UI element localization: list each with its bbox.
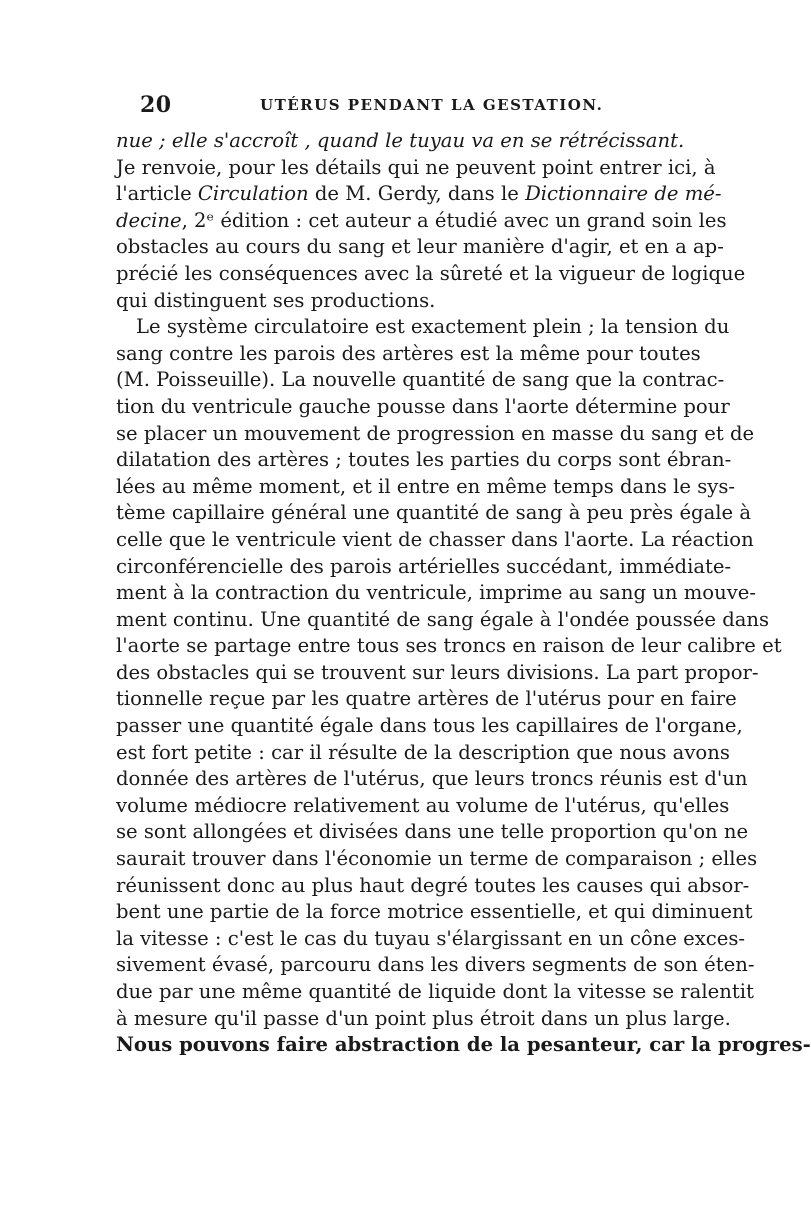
- text-run: passer une quantité égale dans tous les capillaires de l'organe,: [116, 714, 743, 738]
- text-run: de M. Gerdy, dans le: [308, 182, 526, 206]
- text-line: [116, 474, 736, 501]
- text-run: qui distinguent ses productions.: [116, 288, 436, 312]
- text-run: (M. Poisseuille). La nouvelle quantité de sang que la contrac-: [116, 368, 725, 392]
- text-run: Je renvoie, pour les détails qui ne peuvent point entrer ici, à: [116, 155, 716, 179]
- text-line: [116, 208, 727, 235]
- text-line: [116, 633, 782, 660]
- text-line: [116, 1006, 731, 1033]
- text-run: Circulation: [197, 182, 309, 206]
- text-line: [116, 952, 755, 979]
- text-line: [116, 341, 701, 368]
- body-text: [116, 128, 811, 1059]
- text-line: [116, 1032, 811, 1059]
- text-run: saurait trouver dans l'économie un terme de comparaison ; elles: [116, 847, 758, 871]
- text-run: tion du ventricule gauche pousse dans l'aorte détermine pour: [116, 394, 730, 418]
- running-head: [140, 92, 675, 122]
- text-run: l'aorte se partage entre tous ses troncs en raison de leur calibre et: [116, 634, 782, 658]
- text-run: donnée des artères de l'utérus, que leurs troncs réunis est d'un: [116, 767, 748, 791]
- text-line: [116, 846, 758, 873]
- text-line: [116, 607, 770, 634]
- text-run: Dictionnaire de mé-: [525, 182, 722, 206]
- running-title: UTÉRUS PENDANT LA GESTATION.: [260, 96, 604, 114]
- text-run: réunissent donc au plus haut degré toutes les causes qui absor-: [116, 873, 750, 897]
- text-run: sivement évasé, parcouru dans les divers segments de son éten-: [116, 953, 755, 977]
- text-line: [116, 128, 685, 155]
- text-run: est fort petite : car il résulte de la description que nous avons: [116, 740, 730, 764]
- text-line: [116, 686, 737, 713]
- text-line: [116, 926, 746, 953]
- text-run: due par une même quantité de liquide dont la vitesse se ralentit: [116, 980, 754, 1003]
- text-run: des obstacles qui se trouvent sur leurs divisions. La part propor-: [116, 660, 759, 684]
- text-line: [116, 766, 748, 793]
- text-run: à mesure qu'il passe d'un point plus étroit dans un plus large.: [116, 1006, 731, 1030]
- text-line: [116, 580, 756, 607]
- text-line: [116, 873, 750, 900]
- text-line: [116, 793, 730, 820]
- text-line: [116, 899, 753, 926]
- text-run: ment à la contraction du ventricule, imprime au sang un mouve-: [116, 581, 756, 605]
- text-run: tionnelle reçue par les quatre artères de l'utérus pour en faire: [116, 687, 737, 711]
- text-line: [116, 554, 732, 581]
- text-run: nue ; elle s'accroît , quand le tuyau va en se rétrécissant.: [116, 129, 685, 152]
- text-run: Le système circulatoire est exactement plein ; la tension du: [136, 315, 730, 339]
- text-line: [116, 421, 755, 448]
- text-line: [116, 288, 676, 315]
- text-line: [116, 740, 730, 767]
- text-line: [116, 713, 743, 740]
- text-line: [116, 447, 732, 474]
- text-line: [116, 979, 754, 1006]
- text-run: la vitesse : c'est le cas du tuyau s'élargissant en un cône exces-: [116, 926, 746, 950]
- text-run: précié les conséquences avec la sûreté et la vigueur de logique: [116, 261, 746, 285]
- text-line: [116, 261, 746, 288]
- text-run: Nous pouvons faire abstraction de la pesanteur, car la progres-: [116, 1033, 811, 1057]
- text-run: obstacles au cours du sang et leur manière d'agir, et en a ap-: [116, 235, 724, 259]
- text-run: se placer un mouvement de progression en masse du sang et de: [116, 421, 755, 445]
- text-run: tème capillaire général une quantité de sang à peu près égale à: [116, 501, 752, 525]
- text-run: circonférencielle des parois artérielles succédant, immédiate-: [116, 554, 732, 578]
- text-line: [116, 367, 725, 394]
- text-run: sang contre les parois des artères est la même pour toutes: [116, 341, 701, 365]
- text-line: [116, 527, 754, 554]
- text-run: celle que le ventricule vient de chasser dans l'aorte. La réaction: [116, 527, 754, 551]
- text-run: , 2ᵉ édition : cet auteur a étudié avec un grand soin les: [181, 208, 727, 232]
- text-line: [116, 660, 759, 687]
- text-run: decine: [116, 208, 182, 232]
- text-run: lées au même moment, et il entre en même temps dans le sys-: [116, 474, 736, 498]
- text-run: bent une partie de la force motrice essentielle, et qui diminuent: [116, 900, 753, 924]
- text-run: l'article: [116, 182, 198, 206]
- text-run: dilatation des artères ; toutes les parties du corps sont ébran-: [116, 448, 732, 472]
- text-run: ment continu. Une quantité de sang égale à l'ondée poussée dans: [116, 607, 770, 631]
- text-line: [116, 155, 716, 182]
- text-line: [116, 500, 752, 527]
- text-run: volume médiocre relativement au volume de l'utérus, qu'elles: [116, 793, 730, 817]
- text-line: [116, 314, 730, 341]
- text-line: [116, 234, 724, 261]
- page-number: 20: [140, 92, 172, 118]
- text-line: [116, 394, 730, 421]
- text-line: [116, 181, 722, 208]
- text-run: se sont allongées et divisées dans une telle proportion qu'on ne: [116, 820, 749, 844]
- text-line: [116, 819, 749, 846]
